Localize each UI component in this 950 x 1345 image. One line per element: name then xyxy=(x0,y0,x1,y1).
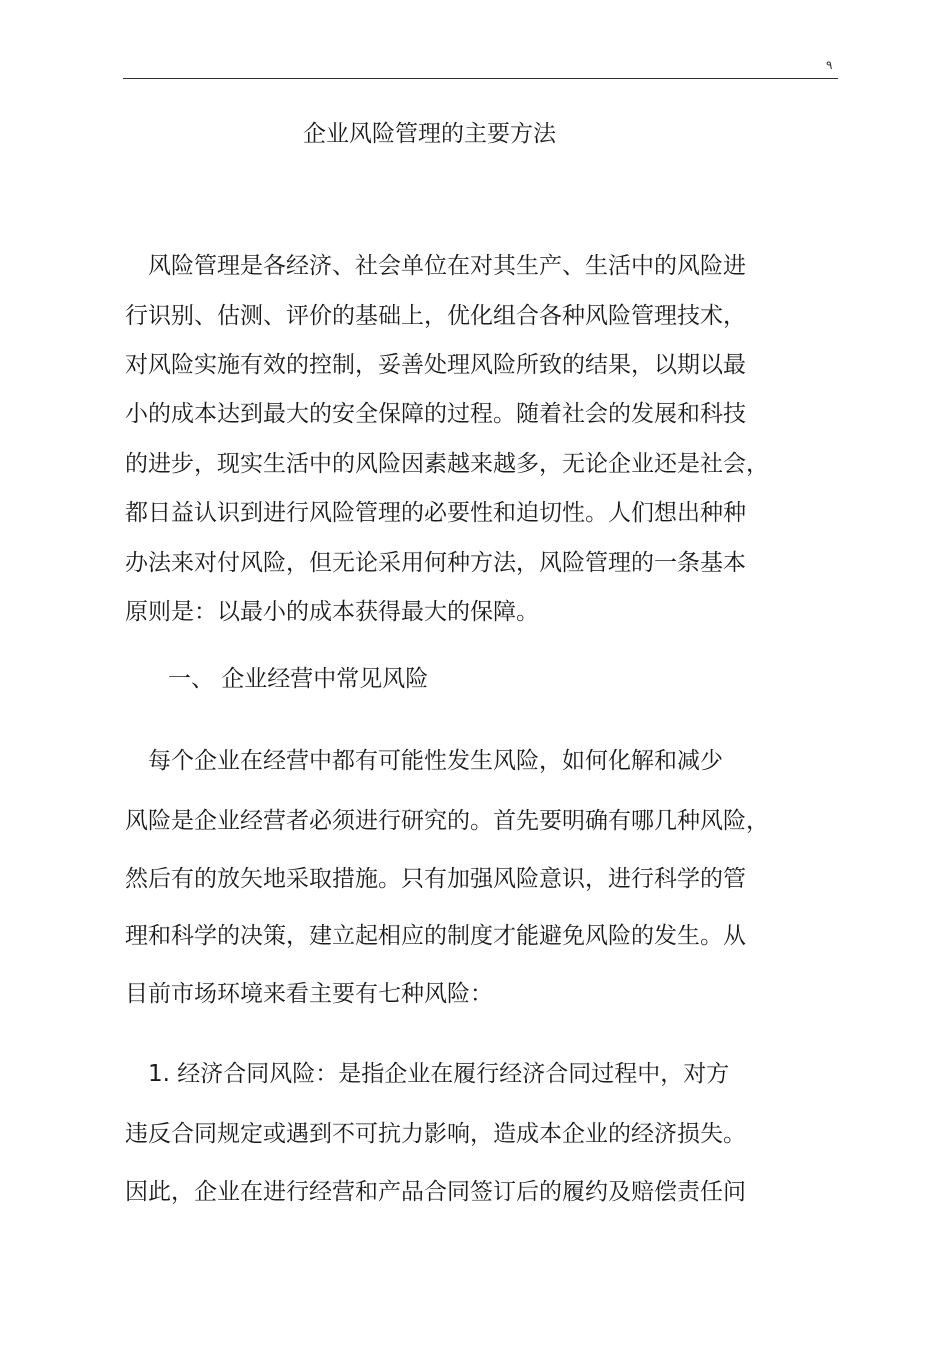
paragraph-line: 的进步，现实生活中的风险因素越来越多，无论企业还是社会， xyxy=(125,451,769,477)
paragraph-line: 风险管理是各经济、社会单位在对其生产、生活中的风险进 xyxy=(125,253,746,279)
paragraph-line: 对风险实施有效的控制，妥善处理风险所致的结果，以期以最 xyxy=(125,352,746,378)
paragraph-line: 因此，企业在进行经营和产品合同签订后的履约及赔偿责任问 xyxy=(125,1179,746,1205)
paragraph-line: 风险是企业经营者必须进行研究的。首先要明确有哪几种风险， xyxy=(125,808,769,834)
paragraph-line: 小的成本达到最大的安全保障的过程。随着社会的发展和科技 xyxy=(125,401,746,427)
header-rule xyxy=(123,78,838,79)
paragraph-line: 1. 经济合同风险：是指企业在履行经济合同过程中，对方 xyxy=(125,1061,730,1087)
paragraph-line: 然后有的放矢地采取措施。只有加强风险意识，进行科学的管 xyxy=(125,866,746,892)
paragraph-line: 每个企业在经营中都有可能性发生风险，如何化解和减少 xyxy=(125,748,723,774)
document-title: 企业风险管理的主要方法 xyxy=(303,121,556,147)
header-mark: ۹ xyxy=(826,58,833,72)
paragraph-line: 办法来对付风险，但无论采用何种方法，风险管理的一条基本 xyxy=(125,550,746,576)
paragraph-line: 理和科学的决策，建立起相应的制度才能避免风险的发生。从 xyxy=(125,923,746,949)
paragraph-line: 目前市场环境来看主要有七种风险： xyxy=(125,981,493,1007)
paragraph-line: 违反合同规定或遇到不可抗力影响，造成本企业的经济损失。 xyxy=(125,1121,746,1147)
paragraph-line: 都日益认识到进行风险管理的必要性和迫切性。人们想出种种 xyxy=(125,500,746,526)
paragraph-line: 行识别、估测、评价的基础上，优化组合各种风险管理技术， xyxy=(125,303,746,329)
section-heading: 一、 企业经营中常见风险 xyxy=(168,666,429,692)
paragraph-line: 原则是：以最小的成本获得最大的保障。 xyxy=(125,599,539,625)
